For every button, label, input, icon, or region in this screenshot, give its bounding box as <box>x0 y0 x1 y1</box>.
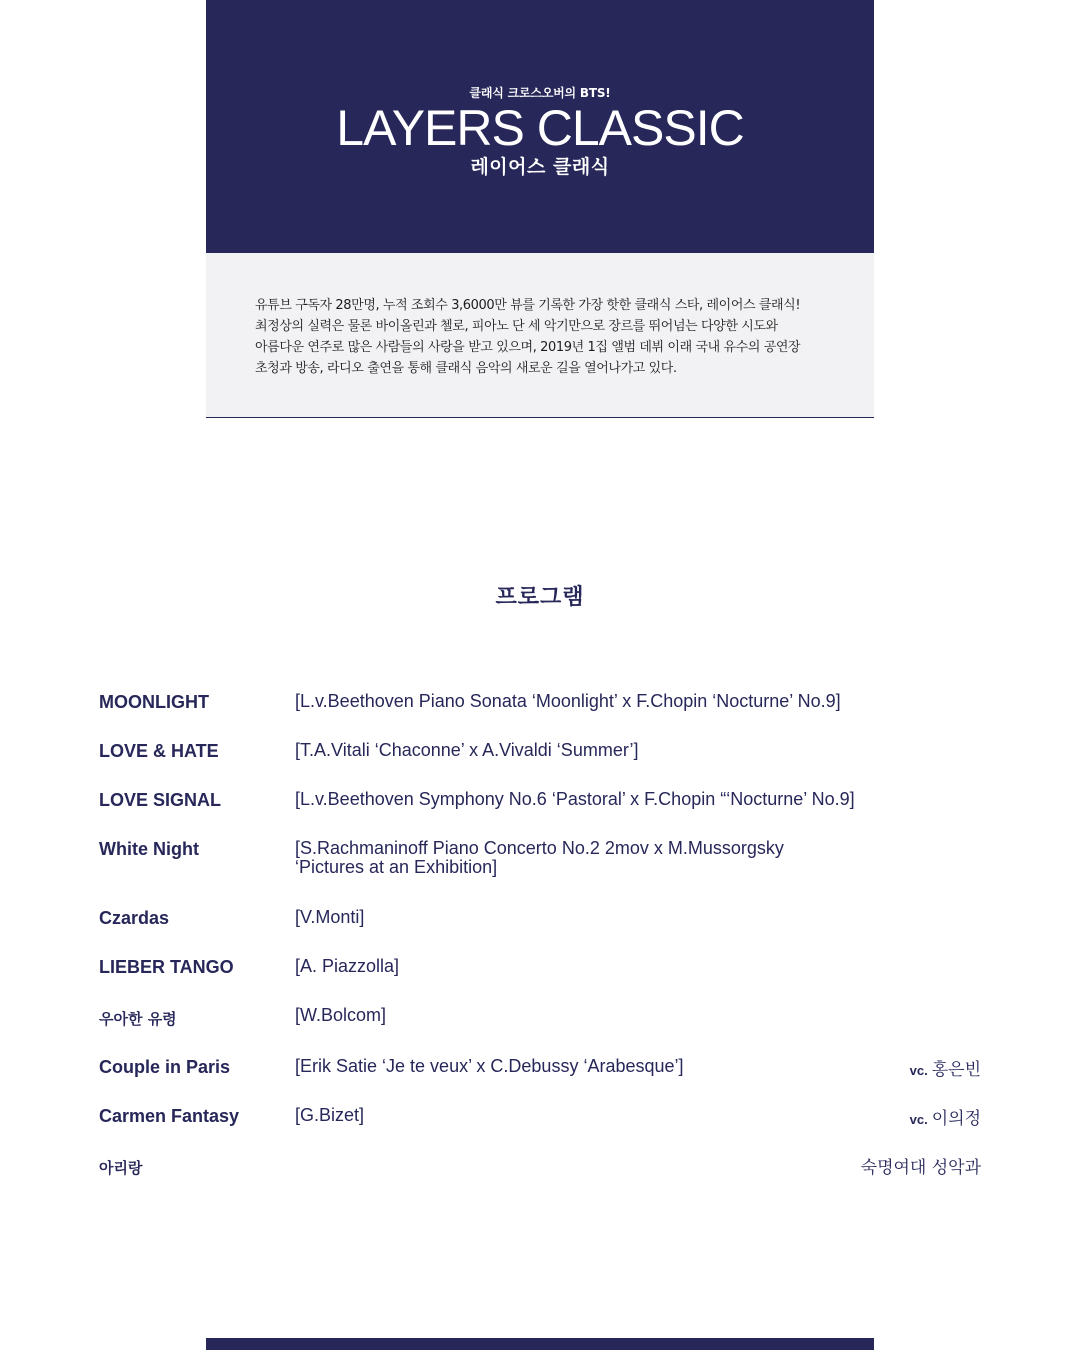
program-row <box>99 1004 981 1055</box>
vc-label: vc. <box>909 1112 928 1127</box>
program-title: Carmen Fantasy <box>99 1106 240 1126</box>
intro-section <box>206 253 874 418</box>
program-title: Czardas <box>99 908 170 928</box>
vc-label: vc. <box>909 1063 928 1078</box>
program-row <box>99 690 981 739</box>
program-performer <box>910 1104 981 1129</box>
program-title: White Night <box>99 839 199 859</box>
performer-name: 이의정 <box>931 1109 981 1129</box>
program-title: LIEBER TANGO <box>99 957 234 977</box>
program-title: 우아한 유령 <box>99 1010 177 1028</box>
intro-text: 유튜브 구독자 28만명, 누적 조회수 3,6000만 뷰를 기록한 가장 핫한 클래식 스타, 레이어스 클래식! 최정상의 실력은 물론 바이올린과 첼로, 피아노 단 세 악기만으로 장르를 뛰어넘는 다양한 시도와 아름다운 연주로 많은 사람들의 사랑을 받고 있으며, 2019년 1집 앨범 데뷔 이래 국내 유수의 공연장 초청과 방송, 라디오 출연을 통해 클래식 음악의 새로운 길을 열어나가고 있다. <box>255 298 801 376</box>
footer-bar <box>206 1338 874 1350</box>
program-composers: [L.v.Beethoven Symphony No.6 ‘Pastoral’ x F.Chopin “‘Nocturne’ No.9] <box>295 789 855 809</box>
hero-subtitle: 레이어스 클래식 <box>470 156 610 178</box>
hero-banner <box>206 0 874 253</box>
program-row <box>99 906 981 955</box>
program-composers: [L.v.Beethoven Piano Sonata ‘Moonlight’ x F.Chopin ‘Nocturne’ No.9] <box>295 691 841 711</box>
program-title: LOVE SIGNAL <box>99 790 222 810</box>
performer-name: 홍은빈 <box>931 1060 981 1080</box>
program-list <box>99 690 981 1202</box>
program-title: Couple in Paris <box>99 1057 231 1077</box>
hero-title: LAYERS CLASSIC <box>336 100 744 156</box>
program-row <box>99 739 981 788</box>
program-row <box>99 1055 981 1104</box>
program-composers: [S.Rachmaninoff Piano Concerto No.2 2mov x M.Mussorgsky ‘Pictures at an Exhibition] <box>295 838 784 877</box>
program-heading: 프로그램 <box>495 585 585 611</box>
program-performer <box>910 1055 981 1080</box>
program-row <box>99 788 981 837</box>
program-row <box>99 1104 981 1153</box>
program-composers: [A. Piazzolla] <box>295 956 400 976</box>
hero-kicker: 클래식 크로스오버의 BTS! <box>469 86 611 100</box>
program-title: MOONLIGHT <box>99 692 209 712</box>
program-composers: [T.A.Vitali ‘Chaconne’ x A.Vivaldi ‘Summer’] <box>295 740 639 760</box>
program-composers: [V.Monti] <box>295 907 365 927</box>
program-composers: [Erik Satie ‘Je te veux’ x C.Debussy ‘Arabesque’] <box>295 1056 684 1076</box>
program-row <box>99 837 981 906</box>
program-title: 아리랑 <box>99 1159 143 1177</box>
program-performer: 숙명여대 성악과 <box>860 1158 981 1178</box>
program-title: LOVE & HATE <box>99 741 219 761</box>
program-composers: [W.Bolcom] <box>295 1005 387 1025</box>
program-composers: [G.Bizet] <box>295 1105 365 1125</box>
program-row <box>99 955 981 1004</box>
program-row <box>99 1153 981 1202</box>
